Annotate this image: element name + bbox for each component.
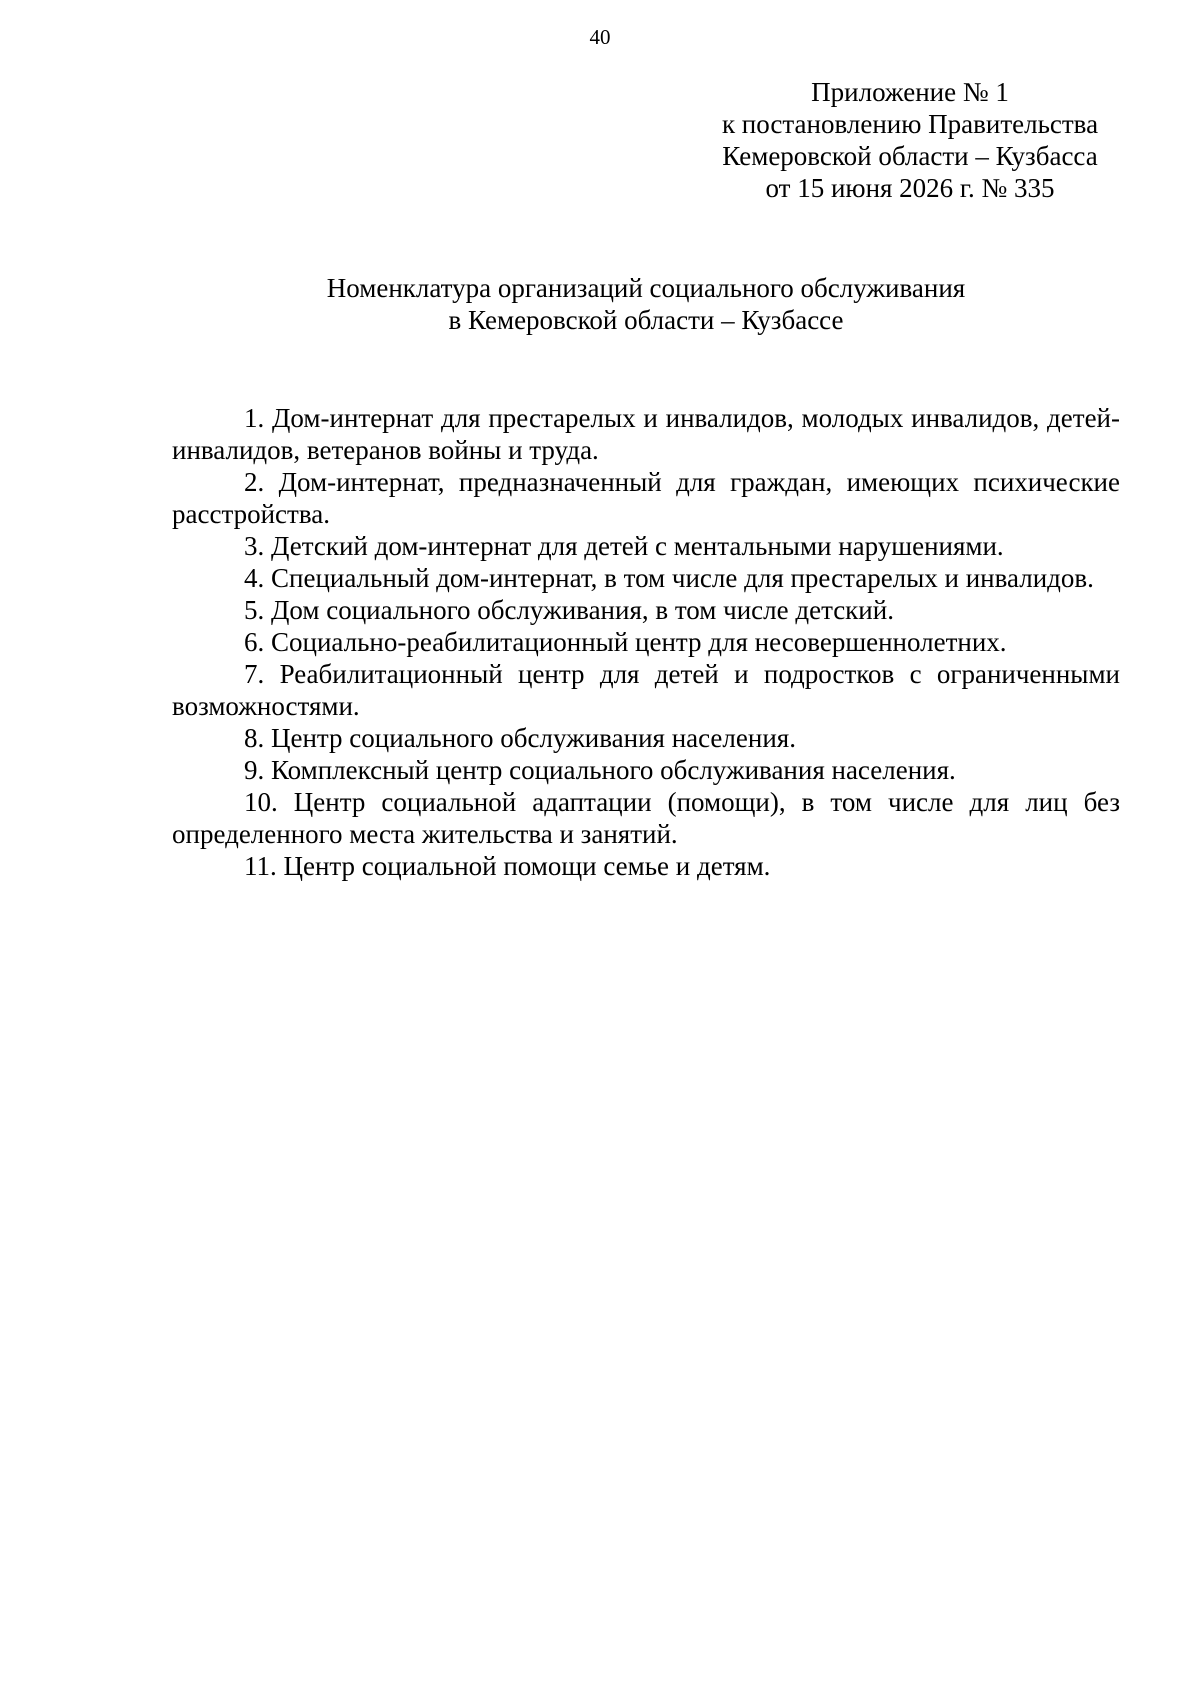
appendix-line-4: от 15 июня 2026 г. № 335	[765, 173, 1055, 203]
title-line-2: в Кемеровской области – Кузбассе	[448, 305, 844, 335]
list-item: 2. Дом-интернат, предназначенный для граждан, имеющих психические расстройства.	[172, 467, 1120, 529]
appendix-line-2: к постановлению Правительства	[721, 109, 1099, 139]
list-item: 3. Детский дом-интернат для детей с ментальными нарушениями.	[244, 531, 1004, 561]
list-item: 1. Дом-интернат для престарелых и инвалидов, молодых инвалидов, детей-инвалидов, ветеранов войны и труда.	[172, 403, 1120, 465]
list-item: 8. Центр социального обслуживания населения.	[244, 723, 796, 753]
appendix-line-1: Приложение № 1	[811, 77, 1009, 107]
appendix-header	[700, 76, 1120, 204]
list-item: 10. Центр социальной адаптации (помощи), в том числе для лиц без определенного места жительства и занятий.	[172, 787, 1120, 849]
page-number: 40	[589, 25, 611, 49]
list-item: 11. Центр социальной помощи семье и детям.	[244, 851, 771, 881]
document-title	[172, 272, 1120, 336]
list-item: 5. Дом социального обслуживания, в том числе детский.	[244, 595, 894, 625]
appendix-line-3: Кемеровской области – Кузбасса	[722, 141, 1098, 171]
list-item: 7. Реабилитационный центр для детей и подростков с ограниченными возможностями.	[172, 659, 1120, 721]
title-line-1: Номенклатура организаций социального обслуживания	[326, 273, 966, 303]
list-item: 4. Специальный дом-интернат, в том числе для престарелых и инвалидов.	[244, 563, 1094, 593]
organization-list	[172, 402, 1120, 882]
list-item: 9. Комплексный центр социального обслуживания населения.	[244, 755, 956, 785]
list-item: 6. Социально-реабилитационный центр для несовершеннолетних.	[244, 627, 1007, 657]
